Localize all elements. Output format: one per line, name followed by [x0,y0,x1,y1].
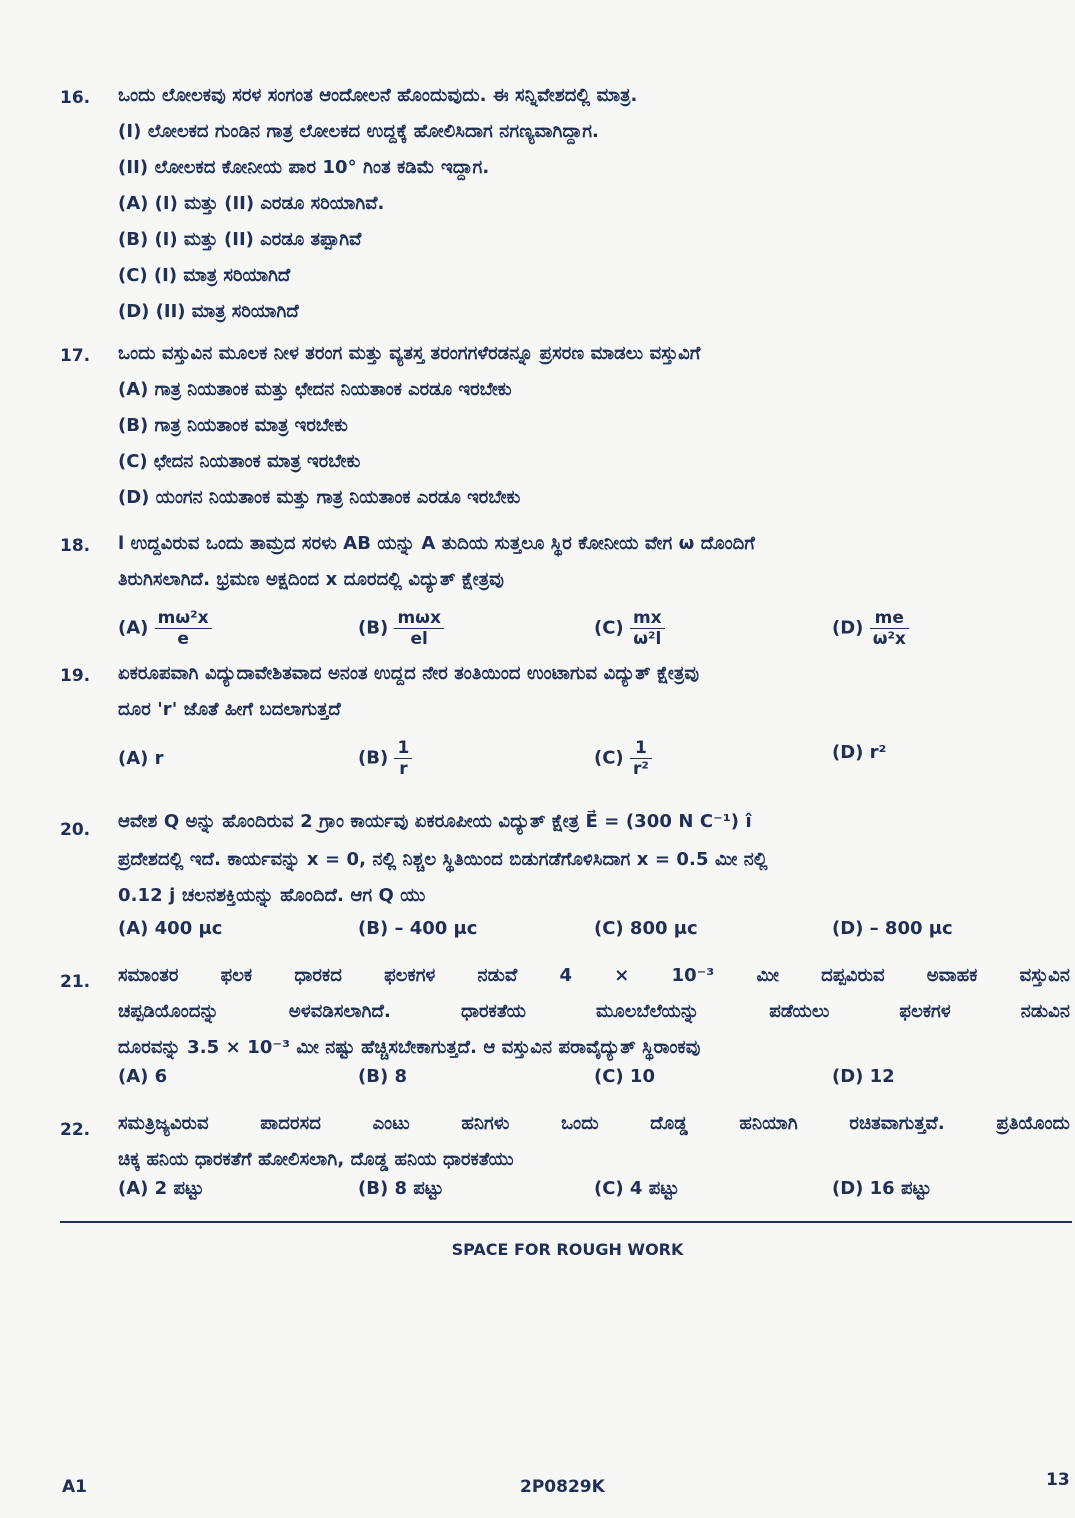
option-c: (C) 800 μc [594,918,698,939]
option-c [594,738,652,779]
option-b: (B) 8 ಪಟ್ಟು [358,1178,444,1199]
question-text: ಒಂದು ಲೋಲಕವು ಸರಳ ಸಂಗಂತ ಆಂದೋಲನೆ ಹೊಂದುವುದು. ಈ ಸನ್ನಿವೇಶದಲ್ಲಿ ಮಾತ್ರ. [118,85,638,106]
option-a: (A) 2 ಪಟ್ಟು [118,1178,204,1199]
question-text: ದೂರ 'r' ಜೊತೆ ಹೀಗೆ ಬದಲಾಗುತ್ತದೆ [118,699,341,720]
fraction-numerator: 1 [630,738,652,759]
fraction-numerator: mω²x [155,608,212,629]
option-label: (A) [118,617,149,639]
option-label: (A) r [118,748,164,769]
option-a: (A) (I) ಮತ್ತು (II) ಎರಡೂ ಸರಿಯಾಗಿವೆ. [118,193,385,214]
option-d: (D) ಯಂಗನ ನಿಯತಾಂಕ ಮತ್ತು ಗಾತ್ರ ನಿಯತಾಂಕ ಎರಡೂ ಇರಬೇಕು [118,487,521,508]
question-text: (II) ಲೋಲಕದ ಕೋನೀಯ ಪಾರ 10° ಗಿಂತ ಕಡಿಮೆ ಇದ್ದಾಗ. [118,157,490,178]
fraction-numerator: mx [630,608,665,629]
option-label: (C) [594,747,624,769]
option-b [358,738,412,779]
divider [60,1221,1072,1223]
option-fraction [870,608,909,649]
fraction-denominator: r² [632,759,649,779]
option-c: (C) 10 [594,1066,655,1087]
option-d: (D) 16 ಪಟ್ಟು [832,1178,932,1199]
question-number: 16. [60,88,91,108]
option-b: (B) 8 [358,1066,407,1087]
option-c [594,608,665,649]
question-text: ದೂರವನ್ನು 3.5 × 10⁻³ ಮೀ ನಷ್ಟು ಹೆಚ್ಚಿಸಬೇಕಾಗುತ್ತದೆ. ಆ ವಸ್ತುವಿನ ಪರಾವೈದ್ಯುತ್ ಸ್ಥಿರಾಂಕವು [118,1037,701,1058]
question-number: 17. [60,346,91,366]
option-c: (C) 4 ಪಟ್ಟು [594,1178,680,1199]
option-a: (A) 6 [118,1066,168,1087]
option-a [118,748,164,769]
option-d: (D) (II) ಮಾತ್ರ ಸರಿಯಾಗಿದೆ [118,301,299,322]
option-d [832,608,909,649]
page-number: 13 [1046,1470,1070,1490]
fraction-numerator: 1 [394,738,412,759]
option-c: (C) (I) ಮಾತ್ರ ಸರಿಯಾಗಿದೆ [118,265,291,286]
option-label: (C) [594,617,624,639]
option-label: (B) [358,617,389,639]
footer-code: 2P0829K [520,1477,605,1497]
question-text: 0.12 j ಚಲನಶಕ್ತಿಯನ್ನು ಹೊಂದಿದೆ. ಆಗ Q ಯು [118,885,426,906]
question-number: 22. [60,1120,91,1140]
rough-work-label: SPACE FOR ROUGH WORK [451,1240,684,1259]
question-text: ಚಿಕ್ಕ ಹನಿಯ ಧಾರಕತೆಗೆ ಹೋಲಿಸಲಾಗಿ, ದೊಡ್ಡ ಹನಿಯ ಧಾರಕತೆಯು [118,1149,514,1170]
question-text: l ಉದ್ದವಿರುವ ಒಂದು ತಾಮ್ರದ ಸರಳು AB ಯನ್ನು A ತುದಿಯ ಸುತ್ತಲೂ ಸ್ಥಿರ ಕೋನೀಯ ವೇಗ ω ದೊಂದಿಗೆ [118,533,755,554]
option-c: (C) ಛೇದನ ನಿಯತಾಂಕ ಮಾತ್ರ ಇರಬೇಕು [118,451,361,472]
option-a: (A) 400 μc [118,918,223,939]
footer-series: A1 [62,1477,87,1497]
question-number: 20. [60,820,91,840]
option-fraction [630,738,652,779]
fraction-denominator: ω²l [633,629,662,649]
option-d: (D) – 800 μc [832,918,953,939]
question-number: 21. [60,972,91,992]
question-text: (I) ಲೋಲಕದ ಗುಂಡಿನ ಗಾತ್ರ ಲೋಲಕದ ಉದ್ದಕ್ಕೆ ಹೋಲಿಸಿದಾಗ ನಗಣ್ಯವಾಗಿದ್ದಾಗ. [118,121,599,142]
option-fraction [630,608,665,649]
question-text: ಸಮತ್ರಿಜ್ಯವಿರುವ ಪಾದರಸದ ಎಂಟು ಹನಿಗಳು ಒಂದು ದೊಡ್ಡ ಹನಿಯಾಗಿ ರಚಿತವಾಗುತ್ತವೆ. ಪ್ರತಿಯೊಂದು [118,1113,1070,1134]
question-text: ಒಂದು ವಸ್ತುವಿನ ಮೂಲಕ ನೀಳ ತರಂಗ ಮತ್ತು ವ್ಯತಸ್ತ ತರಂಗಗಳೆರಡನ್ನೂ ಪ್ರಸರಣ ಮಾಡಲು ವಸ್ತುವಿಗೆ [118,343,701,364]
question-number: 18. [60,536,91,556]
question-text: ಆವೇಶ Q ಅನ್ನು ಹೊಂದಿರುವ 2 ಗ್ರಾಂ ಕಾರ್ಯವು ಏಕರೂಪೀಯ ವಿದ್ಯುತ್ ಕ್ಷೇತ್ರ E⃗ = (300 N C⁻¹) î [118,811,752,832]
fraction-denominator: el [410,629,428,649]
option-d: (D) 12 [832,1066,895,1087]
fraction-denominator: ω²x [872,629,906,649]
option-b: (B) – 400 μc [358,918,478,939]
option-fraction [394,608,443,649]
question-text: ಏಕರೂಪವಾಗಿ ವಿದ್ಯುದಾವೇಶಿತವಾದ ಅನಂತ ಉದ್ದದ ನೇರ ತಂತಿಯಿಂದ ಉಂಟಾಗುವ ವಿದ್ಯುತ್ ಕ್ಷೇತ್ರವು [118,663,700,684]
option-label: (B) [358,747,389,769]
fraction-numerator: me [870,608,909,629]
option-label: (D) [832,617,864,639]
question-text: ಸಮಾಂತರ ಫಲಕ ಧಾರಕದ ಫಲಕಗಳ ನಡುವೆ 4 × 10⁻³ ಮೀ ದಪ್ಪವಿರುವ ಅವಾಹಕ ವಸ್ತುವಿನ [118,965,1070,986]
question-text: ಚಪ್ಪಡಿಯೊಂದನ್ನು ಅಳವಡಿಸಲಾಗಿದೆ. ಧಾರಕತೆಯ ಮೂಲಬೆಲೆಯನ್ನು ಪಡೆಯಲು ಫಲಕಗಳ ನಡುವಿನ [118,1001,1070,1022]
option-d [832,742,886,763]
question-text: ತಿರುಗಿಸಲಾಗಿದೆ. ಭ್ರಮಣ ಅಕ್ಷದಿಂದ x ದೂರದಲ್ಲಿ ವಿದ್ಯುತ್ ಕ್ಷೇತ್ರವು [118,569,504,590]
option-a: (A) ಗಾತ್ರ ನಿಯತಾಂಕ ಮತ್ತು ಛೇದನ ನಿಯತಾಂಕ ಎರಡೂ ಇರಬೇಕು [118,379,512,400]
option-b [358,608,444,649]
fraction-denominator: e [177,629,189,649]
option-fraction [394,738,412,779]
fraction-denominator: r [399,759,408,779]
option-label: (D) r² [832,742,887,763]
option-b: (B) (I) ಮತ್ತು (II) ಎರಡೂ ತಪ್ಪಾಗಿವೆ [118,229,362,250]
option-b: (B) ಗಾತ್ರ ನಿಯತಾಂಕ ಮಾತ್ರ ಇರಬೇಕು [118,415,348,436]
question-number: 19. [60,666,91,686]
fraction-numerator: mωx [394,608,443,629]
option-fraction [155,608,212,649]
option-a [118,608,212,649]
question-text: ಪ್ರದೇಶದಲ್ಲಿ ಇದೆ. ಕಾರ್ಯವನ್ನು x = 0, ನಲ್ಲಿ ನಿಶ್ಚಲ ಸ್ಥಿತಿಯಿಂದ ಬಿಡುಗಡೆಗೊಳಿಸಿದಾಗ x = 0.5 ಮೀ ನಲ್ಲಿ [118,849,768,870]
